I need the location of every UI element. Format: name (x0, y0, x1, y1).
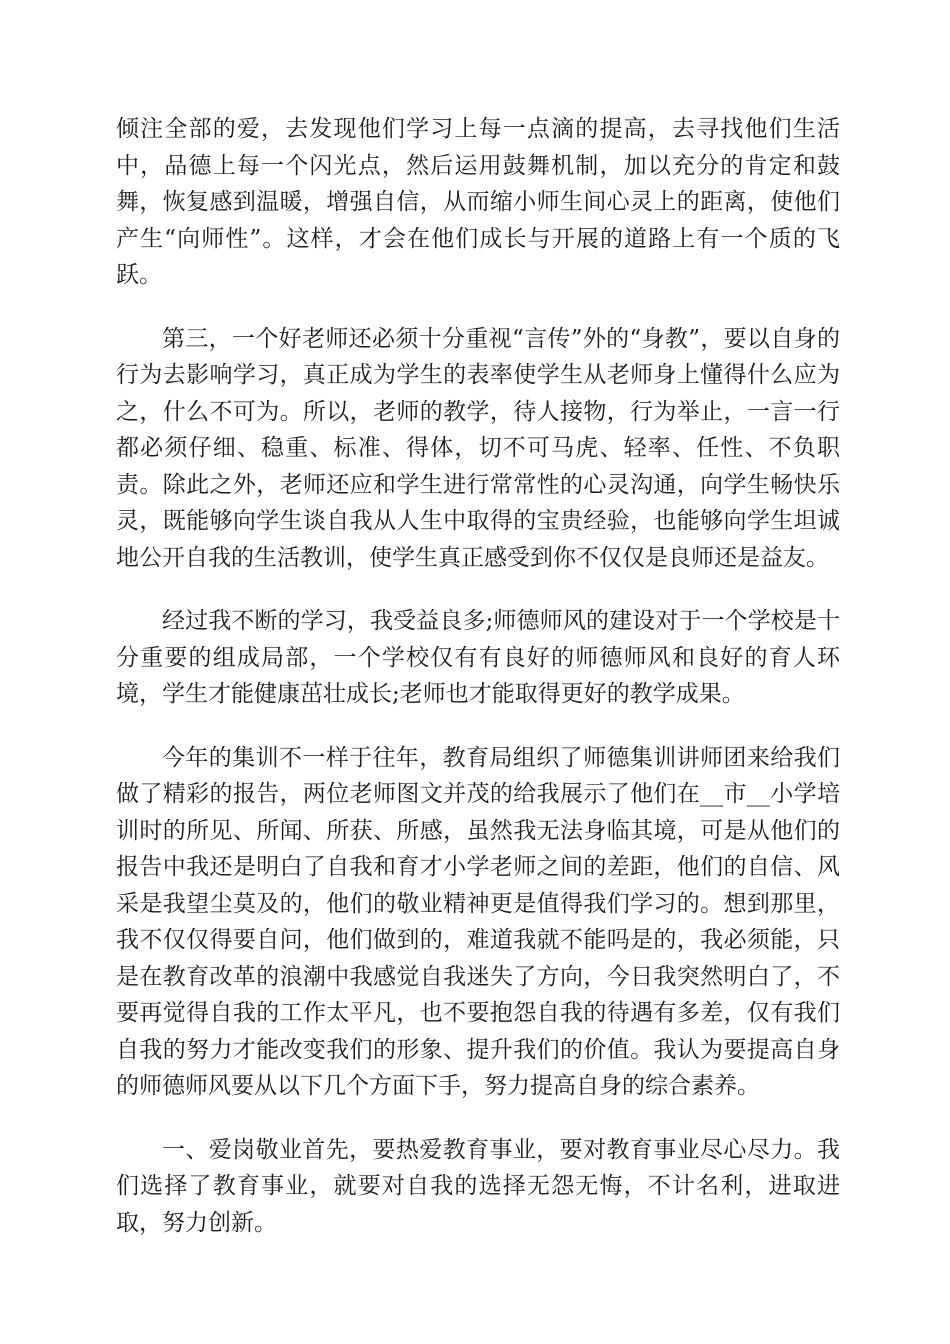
paragraph-1: 倾注全部的爱，去发现他们学习上每一点滴的提高，去寻找他们生活中，品德上每一个闪光点，然后运用鼓舞机制，加以充分的肯定和鼓舞，恢复感到温暖，增强自信，从而缩小师生间心灵上的距离，使他们产生“向师性”。这样，才会在他们成长与开展的道路上有一个质的飞跃。 (116, 116, 840, 288)
paragraph-2: 第三，一个好老师还必须十分重视“言传”外的“身教”，要以自身的行为去影响学习，真正成为学生的表率使学生从老师身上懂得什么应为之，什么不可为。所以，老师的教学，待人接物，行为举止，一言一行都必须仔细、稳重、标准、得体，切不可马虎、轻率、任性、不负职责。除此之外，老师还应和学生进行常常性的心灵沟通，向学生畅快乐灵，既能够向学生谈自我从人生中取得的宝贵经验，也能够向学生坦诚地公开自我的生活教训，使学生真正感受到你不仅仅是良师还是益友。 (116, 325, 840, 571)
document-page (116, 111, 840, 1241)
paragraph-4: 今年的集训不一样于往年，教育局组织了师德集训讲师团来给我们做了精彩的报告，两位老师图文并茂的给我展示了他们在__市__小学培训时的所见、所闻、所获、所感，虽然我无法身临其境，可是从他们的报告中我还是明白了自我和育才小学老师之间的差距，他们的自信、风采是我望尘莫及的，他们的敬业精神更是值得我们学习的。想到那里，我不仅仅得要自问，他们做到的，难道我就不能吗是的，我必须能，只是在教育改革的浪潮中我感觉自我迷失了方向，今日我突然明白了，不要再觉得自我的工作太平凡，也不要抱怨自我的待遇有多差，仅有我们自我的努力才能改变我们的形象、提升我们的价值。我认为要提高自身的师德师风要从以下几个方面下手，努力提高自身的综合素养。 (116, 744, 840, 1099)
paragraph-5: 一、爱岗敬业首先，要热爱教育事业，要对教育事业尽心尽力。我们选择了教育事业，就要对自我的选择无怨无悔，不计名利，进取进取，努力创新。 (116, 1136, 840, 1236)
paragraph-3: 经过我不断的学习，我受益良多;师德师风的建设对于一个学校是十分重要的组成局部，一个学校仅有有良好的师德师风和良好的育人环境，学生才能健康茁壮成长;老师也才能取得更好的教学成果。 (116, 608, 840, 707)
